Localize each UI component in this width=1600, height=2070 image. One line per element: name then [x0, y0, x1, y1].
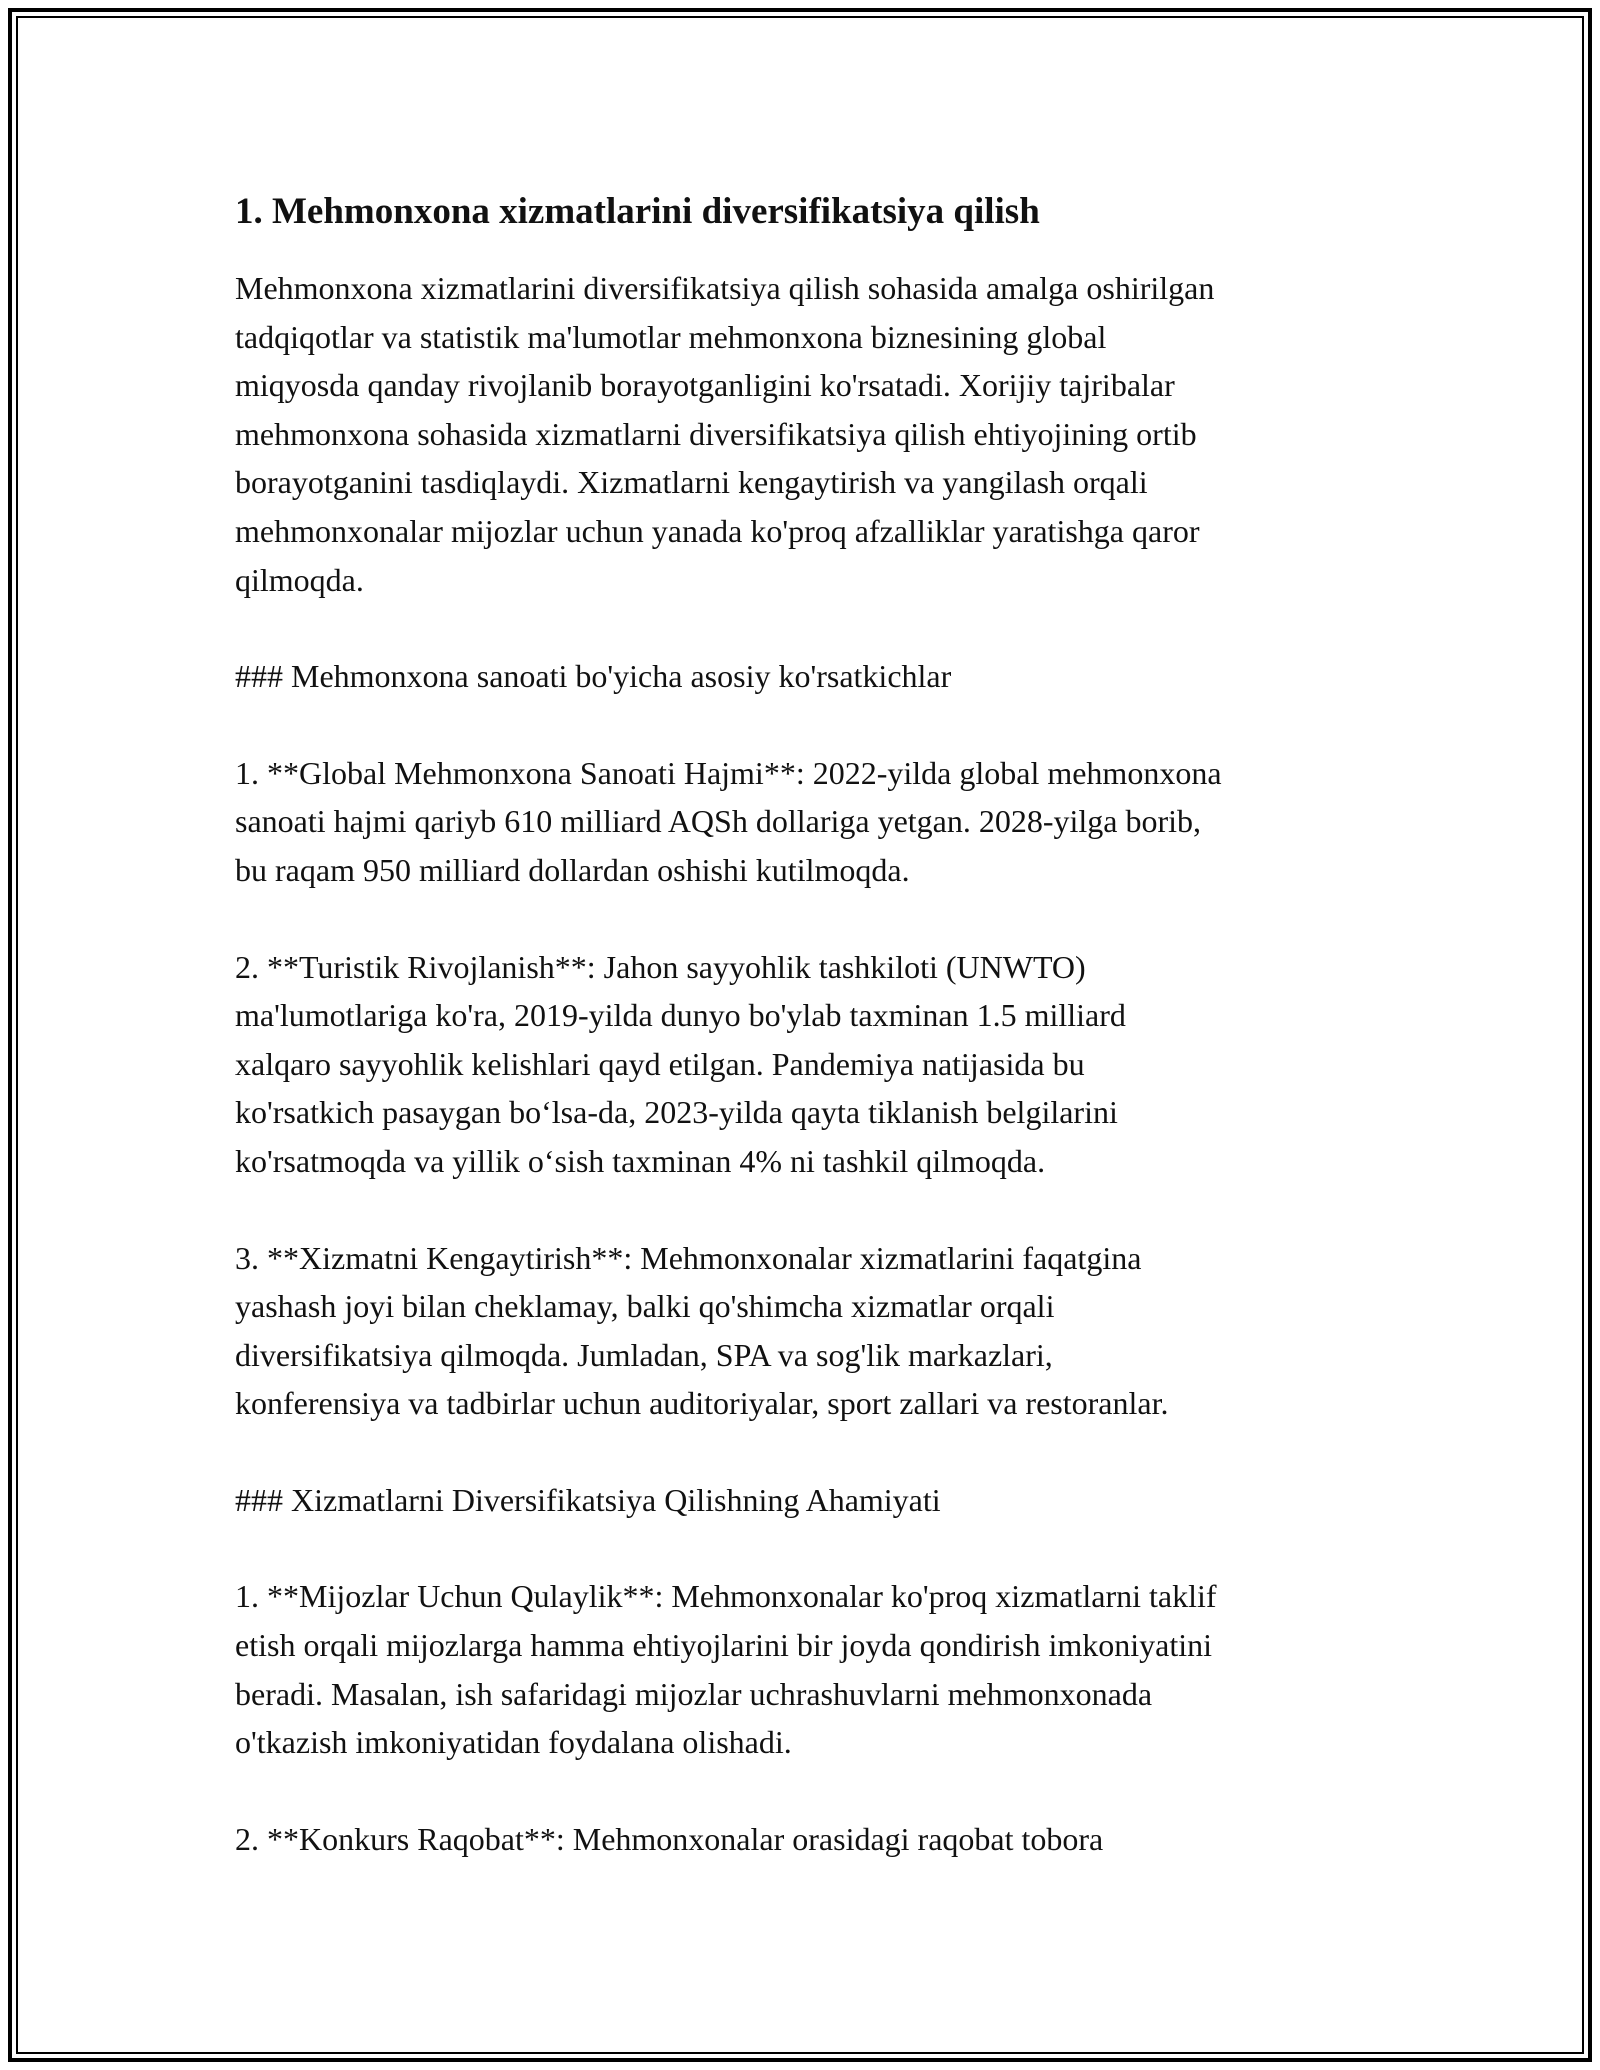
section-title: 1. Mehmonxona xizmatlarini diversifikatsiya qilish: [235, 191, 1040, 232]
list-item-customer-convenience: 1. **Mijozlar Uchun Qulaylik**: Mehmonxonalar ko'proq xizmatlarni taklif etish orqali mijozlarga hamma ehtiyojlarini bir joyda qondirish imkoniyatini beradi. Masalan, ish safaridagi mijozlar uchrashuvlarni mehmonxonada o'tkazish imkoniyatidan foydalana olishadi.: [235, 1578, 1217, 1761]
subheading-diversification-importance: ### Xizmatlarni Diversifikatsiya Qilishning Ahamiyati: [235, 1481, 941, 1518]
list-item-competition: 2. **Konkurs Raqobat**: Mehmonxonalar orasidagi raqobat tobora: [235, 1820, 1104, 1857]
intro-paragraph: Mehmonxona xizmatlarini diversifikatsiya qilish sohasida amalga oshirilgan tadqiqotlar va statistik ma'lumotlar mehmonxona biznesining global miqyosda qanday rivojlanib borayotganligini ko'rsatadi. Xorijiy tajribalar mehmonxona sohasida xizmatlarni diversifikatsiya qilish ehtiyojining ortib borayotganini tasdiqlaydi. Xizmatlarni kengaytirish va yangilash orqali mehmonxonalar mijozlar uchun yanada ko'proq afzalliklar yaratishga qaror qilmoqda.: [235, 270, 1215, 598]
list-item-global-industry-size: 1. **Global Mehmonxona Sanoati Hajmi**: 2022-yilda global mehmonxona sanoati hajmi qariyb 610 milliard AQSh dollariga yetgan. 2028-yilga borib, bu raqam 950 milliard dollardan oshishi kutilmoqda.: [235, 754, 1222, 888]
list-item-service-expansion: 3. **Xizmatni Kengaytirish**: Mehmonxonalar xizmatlarini faqatgina yashash joyi bilan cheklamay, balki qo'shimcha xizmatlar orqali diversifikatsiya qilmoqda. Jumladan, SPA va sog'lik markazlari, konferensiya va tadbirlar uchun auditoriyalar, sport zallari va restoranlar.: [235, 1239, 1169, 1422]
document-body: [235, 186, 1375, 1863]
list-item-tourism-growth: 2. **Turistik Rivojlanish**: Jahon sayyohlik tashkiloti (UNWTO) ma'lumotlariga ko'ra, 2019-yilda dunyo bo'ylab taxminan 1.5 milliard xalqaro sayyohlik kelishlari qayd etilgan. Pandemiya natijasida bu ko'rsatkich pasaygan bo‘lsa-da, 2023-yilda qayta tiklanish belgilarini ko'rsatmoqda va yillik o‘sish taxminan 4% ni tashkil qilmoqda.: [235, 948, 1126, 1179]
subheading-key-indicators: ### Mehmonxona sanoati bo'yicha asosiy ko'rsatkichlar: [235, 658, 952, 695]
